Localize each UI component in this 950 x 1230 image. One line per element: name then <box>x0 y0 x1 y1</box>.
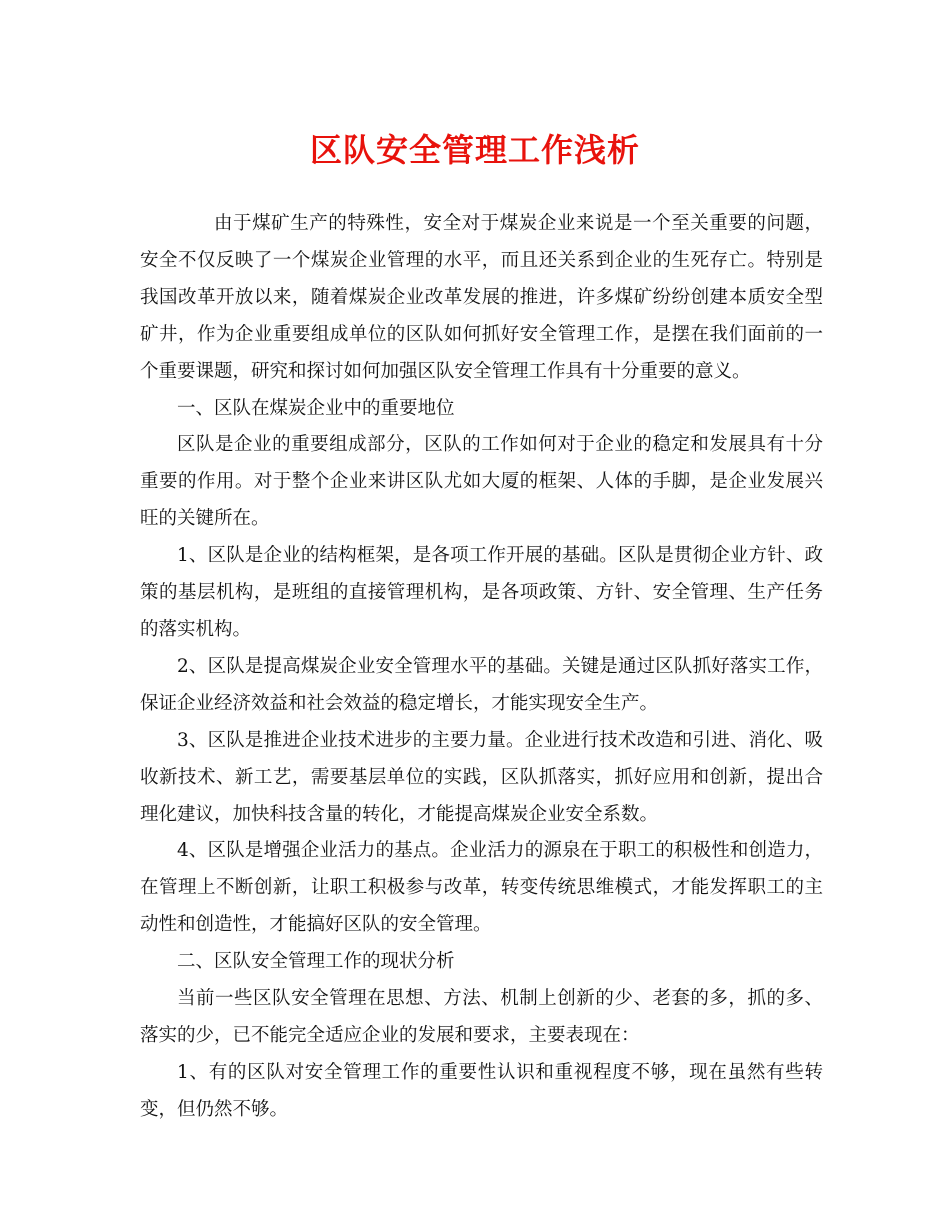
list-item-3: 3、区队是推进企业技术进步的主要力量。企业进行技术改造和引进、消化、吸收新技术、新工艺，需要基层单位的实践，区队抓落实，抓好应用和创新，提出合理化建议，加快科技含量的转化，才能提高煤炭企业安全系数。 <box>140 729 823 825</box>
document-body <box>140 206 823 1129</box>
section-heading-1: 一、区队在煤炭企业中的重要地位 <box>177 397 455 419</box>
list-item-1: 1、区队是企业的结构框架，是各项工作开展的基础。区队是贯彻企业方针、政策的基层机构，是班组的直接管理机构，是各项政策、方针、安全管理、生产任务的落实机构。 <box>140 545 823 640</box>
list-item-1: 1、有的区队对安全管理工作的重要性认识和重视程度不够，现在虽然有些转变，但仍然不够。 <box>140 1061 823 1120</box>
document-title: 区队安全管理工作浅析 <box>309 131 640 169</box>
list-item-4: 4、区队是增强企业活力的基点。企业活力的源泉在于职工的积极性和创造力，在管理上不断创新，让职工积极参与改革，转变传统思维模式，才能发挥职工的主动性和创造性，才能搞好区队的安全管理。 <box>140 840 823 936</box>
body-paragraph: 当前一些区队安全管理在思想、方法、机制上创新的少、老套的多，抓的多、落实的少，已不能完全适应企业的发展和要求，主要表现在： <box>140 988 823 1046</box>
intro-paragraph: 由于煤矿生产的特殊性，安全对于煤炭企业来说是一个至关重要的问题，安全不仅反映了一个煤炭企业管理的水平，而且还关系到企业的生死存亡。特别是我国改革开放以来，随着煤炭企业改革发展的推进，许多煤矿纷纷创建本质安全型矿井，作为企业重要组成单位的区队如何抓好安全管理工作，是摆在我们面前的一个重要课题，研究和探讨如何加强区队安全管理工作具有十分重要的意义。 <box>140 213 823 382</box>
list-item-2: 2、区队是提高煤炭企业安全管理水平的基础。关键是通过区队抓好落实工作，保证企业经济效益和社会效益的稳定增长，才能实现安全生产。 <box>140 655 823 714</box>
body-paragraph: 区队是企业的重要组成部分，区队的工作如何对于企业的稳定和发展具有十分重要的作用。对于整个企业来讲区队尤如大厦的框架、人体的手脚，是企业发展兴旺的关键所在。 <box>140 434 823 530</box>
section-heading-2: 二、区队安全管理工作的现状分析 <box>177 951 455 973</box>
